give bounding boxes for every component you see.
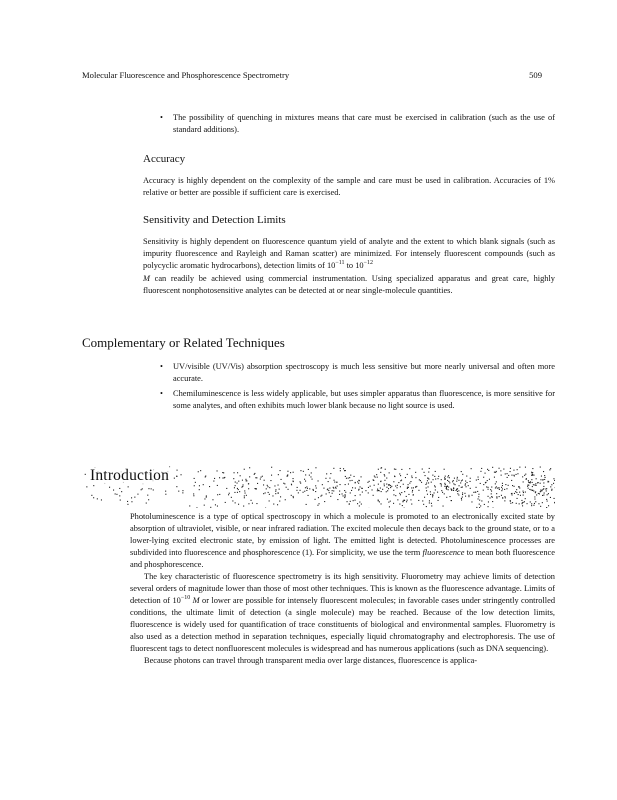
intro-paragraph-3: Because photons can travel through transparent media over large distances, fluorescence is applica- — [144, 656, 478, 665]
list-item: • UV/visible (UV/Vis) absorption spectroscopy is much less sensitive but more nearly universal and often more accurate. — [160, 361, 555, 385]
top-bullet-list — [160, 112, 555, 139]
complementary-heading: Complementary or Related Techniques — [82, 335, 285, 350]
complementary-bullet-list — [160, 361, 555, 415]
list-item: • Chemiluminescence is less widely applicable, but uses simpler apparatus than fluorescence, is more sensitive for some analytes, and often exhibits much lower blank because no light source is used. — [160, 388, 555, 412]
list-item: • The possibility of quenching in mixtures means that care must be exercised in calibration (such as the use of standard additions). — [160, 112, 555, 136]
intro-paragraph-2: The key characteristic of fluorescence spectrometry is its high sensitivity. Fluorometry may achieve limits of detection several orders of magnitude lower than those of most other techniques. This is known as the fluorescence advantage. Limits of detection of $10^{-10}$ M or lower are possible for intensely fluorescent molecules; in favorable cases under stringently controlled conditions, the ultimate limit of detection (a single molecule) may be reached. Because of the low detection limits, fluorescence is widely used for quantification of trace constituents of biological and environmental samples. Fluorometry is also used as a detection method in separation techniques, especially liquid chromatography and electrophoresis. The use of fluorescent tags to detect nonfluorescent molecules is widespread and has numerous applications (such as DNA sequencing). — [130, 572, 556, 653]
introduction-heading: Introduction — [90, 467, 170, 484]
sensitivity-heading: Sensitivity and Detection Limits — [143, 214, 286, 226]
running-title: Molecular Fluorescence and Phosphorescence Spectrometry — [82, 70, 290, 80]
intro-paragraph-1: Photoluminescence is a type of optical spectroscopy in which a molecule is promoted to an electronically excited state by absorption of ultraviolet, visible, or near infrared radiation. The excited molecule then decays back to the ground state, or to a lower-lying excited electronic state, by emission of light. The emitted light is detected. Photoluminescence processes are subdivided into fluorescence and phosphorescence (1). For simplicity, we use the term fluorescence to mean both fluorescence and phosphorescence. — [130, 512, 555, 569]
accuracy-heading: Accuracy — [143, 153, 186, 165]
accuracy-paragraph: Accuracy is highly dependent on the complexity of the sample and care must be used in calibration. Accuracies of 1% relative or better are possible if sufficient care is exercised. — [143, 176, 555, 198]
sensitivity-paragraph: Sensitivity is highly dependent on fluorescence quantum yield of analyte and the extent to which blank signals (such as impurity fluorescence and Rayleigh and Raman scatter) are minimized. For intensely fluorescent compounds (such as polycyclic aromatic hydrocarbons), detection limits of $10^{-11}$ to $10^{-12}$ M can readily be achieved using commercial instrumentation. Using specialized apparatus and great care, highly fluorescent nonphotosensitive analytes can be detected at or near single-molecule quantities. — [143, 237, 555, 295]
page-number: 509 — [529, 70, 542, 80]
running-header — [82, 70, 542, 80]
introduction-body — [130, 511, 555, 667]
